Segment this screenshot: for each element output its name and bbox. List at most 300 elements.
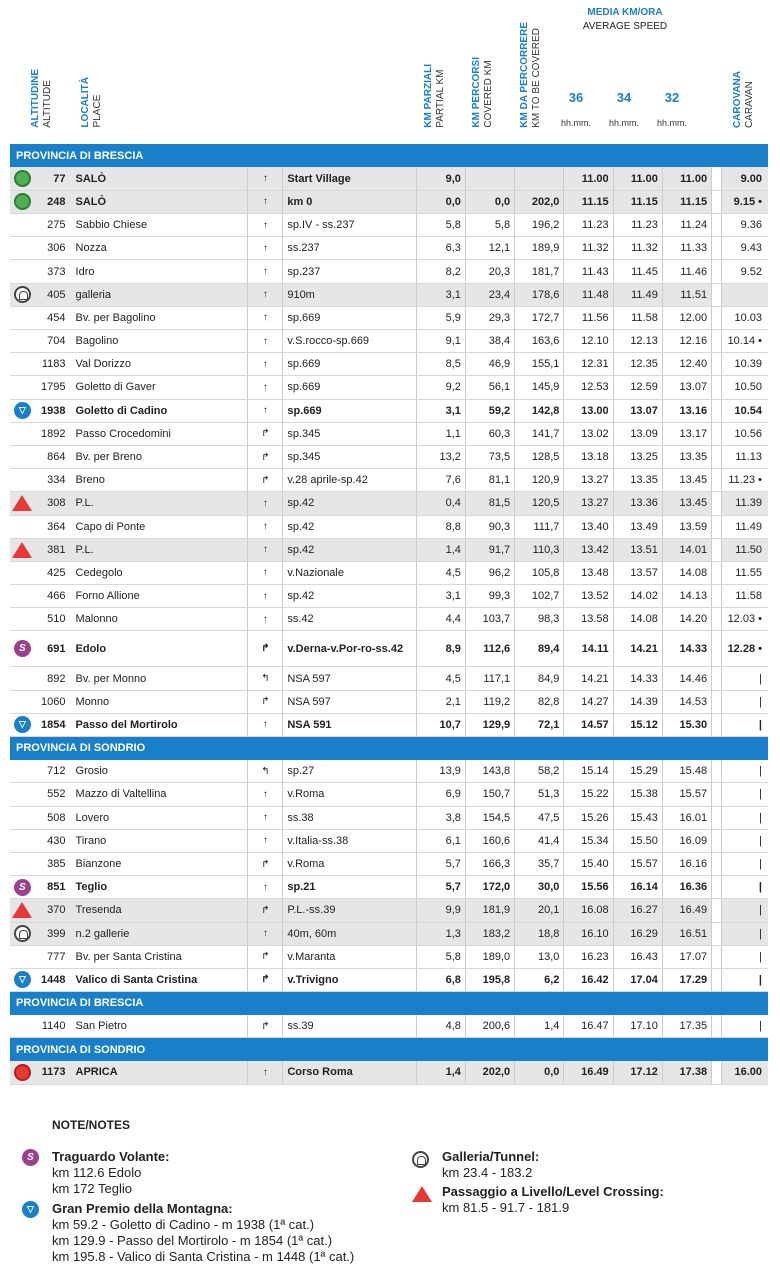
place-cell: Cedegolo bbox=[72, 561, 248, 584]
table-row bbox=[10, 260, 768, 283]
caravan-cell: | bbox=[722, 1015, 768, 1038]
place-cell: San Pietro bbox=[72, 1015, 248, 1038]
direction-cell: ↑ bbox=[248, 561, 283, 584]
direction-cell: ↑ bbox=[248, 353, 283, 376]
partial-km-cell: 4,5 bbox=[416, 667, 465, 690]
partial-km-cell: 1,4 bbox=[416, 1061, 465, 1084]
km-to-cover-cell: 110,3 bbox=[515, 538, 564, 561]
partial-km-cell: 6,3 bbox=[416, 237, 465, 260]
caravan-cell: 9.15 • bbox=[722, 190, 768, 213]
level-crossing-icon bbox=[12, 495, 32, 511]
place-cell: Lovero bbox=[72, 806, 248, 829]
road-cell: ss.237 bbox=[283, 237, 416, 260]
table-row bbox=[10, 1061, 768, 1084]
partial-km-cell: 8,2 bbox=[416, 260, 465, 283]
time-34-cell: 14.02 bbox=[613, 585, 662, 608]
place-cell: Malonno bbox=[72, 608, 248, 631]
spacer bbox=[712, 631, 722, 667]
table-row bbox=[10, 806, 768, 829]
spacer bbox=[712, 608, 722, 631]
direction-cell: ↑ bbox=[248, 783, 283, 806]
altitude-cell: 370 bbox=[35, 899, 72, 922]
partial-km-cell: 2,1 bbox=[416, 690, 465, 713]
covered-km-cell: 38,4 bbox=[465, 330, 514, 353]
covered-km-cell: 119,2 bbox=[465, 690, 514, 713]
place-cell: Mazzo di Valtellina bbox=[72, 783, 248, 806]
traguardo-volante-icon: S bbox=[22, 1149, 39, 1166]
altitude-cell: 851 bbox=[35, 876, 72, 899]
time-32-cell: 11.33 bbox=[662, 237, 711, 260]
road-cell: v.Nazionale bbox=[283, 561, 416, 584]
covered-km-cell: 112,6 bbox=[465, 631, 514, 667]
road-cell: sp.669 bbox=[283, 306, 416, 329]
caravan-cell: | bbox=[722, 945, 768, 968]
spacer bbox=[712, 1061, 722, 1084]
table-row bbox=[10, 713, 768, 736]
time-34-cell: 15.29 bbox=[613, 760, 662, 783]
partial-km-cell: 3,1 bbox=[416, 585, 465, 608]
icon-cell bbox=[10, 167, 35, 190]
place-cell: Grosio bbox=[72, 760, 248, 783]
time-32-cell: 17.38 bbox=[662, 1061, 711, 1084]
place-cell: Edolo bbox=[72, 631, 248, 667]
caravan-cell: 11.13 bbox=[722, 445, 768, 468]
road-cell: ss.38 bbox=[283, 806, 416, 829]
direction-cell: ↱ bbox=[248, 445, 283, 468]
km-to-cover-cell: 111,7 bbox=[515, 515, 564, 538]
altitude-cell: 1795 bbox=[35, 376, 72, 399]
partial-km-cell: 5,7 bbox=[416, 876, 465, 899]
covered-km-cell: 117,1 bbox=[465, 667, 514, 690]
place-cell: Bv. per Santa Cristina bbox=[72, 945, 248, 968]
icon-cell bbox=[10, 1015, 35, 1038]
partial-km-cell: 7,6 bbox=[416, 469, 465, 492]
hhmm-label: hh.mm. bbox=[608, 118, 639, 128]
icon-cell bbox=[10, 876, 35, 899]
time-36-cell: 13.42 bbox=[564, 538, 613, 561]
province-header bbox=[10, 144, 768, 167]
icon-cell bbox=[10, 631, 35, 667]
time-36-cell: 13.27 bbox=[564, 469, 613, 492]
direction-cell: ↑ bbox=[248, 922, 283, 945]
time-32-cell: 13.45 bbox=[662, 492, 711, 515]
time-36-cell: 11.48 bbox=[564, 283, 613, 306]
time-36-cell: 11.00 bbox=[564, 167, 613, 190]
spacer bbox=[712, 968, 722, 991]
km-to-cover-cell: 51,3 bbox=[515, 783, 564, 806]
caravan-cell: | bbox=[722, 690, 768, 713]
time-36-cell: 13.18 bbox=[564, 445, 613, 468]
start-icon bbox=[14, 170, 31, 187]
time-36-cell: 13.00 bbox=[564, 399, 613, 422]
km-to-cover-cell: 72,1 bbox=[515, 713, 564, 736]
direction-cell: ↱ bbox=[248, 968, 283, 991]
table-row bbox=[10, 667, 768, 690]
altitude-cell: 1854 bbox=[35, 713, 72, 736]
time-32-cell: 14.20 bbox=[662, 608, 711, 631]
time-32-cell: 15.48 bbox=[662, 760, 711, 783]
altitude-cell: 892 bbox=[35, 667, 72, 690]
road-cell: Corso Roma bbox=[283, 1061, 416, 1084]
table-row bbox=[10, 876, 768, 899]
km-to-cover-cell: 0,0 bbox=[515, 1061, 564, 1084]
direction-cell: ↑ bbox=[248, 306, 283, 329]
time-32-cell: 15.30 bbox=[662, 713, 711, 736]
partial-km-cell: 0,4 bbox=[416, 492, 465, 515]
partial-km-cell: 1,4 bbox=[416, 538, 465, 561]
covered-km-cell: 12,1 bbox=[465, 237, 514, 260]
direction-cell: ↑ bbox=[248, 399, 283, 422]
speed-32: 32 bbox=[664, 90, 680, 105]
partial-km-cell: 8,5 bbox=[416, 353, 465, 376]
road-cell: sp.345 bbox=[283, 445, 416, 468]
partial-km-cell: 13,2 bbox=[416, 445, 465, 468]
spacer bbox=[712, 492, 722, 515]
place-cell: APRICA bbox=[72, 1061, 248, 1084]
km-to-cover-cell: 189,9 bbox=[515, 237, 564, 260]
caravan-cell: | bbox=[722, 876, 768, 899]
partial-km-cell: 5,9 bbox=[416, 306, 465, 329]
time-36-cell: 16.42 bbox=[564, 968, 613, 991]
partial-km-cell: 5,7 bbox=[416, 852, 465, 875]
direction-cell: ↑ bbox=[248, 538, 283, 561]
partial-km-cell: 9,1 bbox=[416, 330, 465, 353]
spacer bbox=[712, 515, 722, 538]
table-row bbox=[10, 376, 768, 399]
time-32-cell: 17.29 bbox=[662, 968, 711, 991]
road-cell: Start Village bbox=[283, 167, 416, 190]
time-34-cell: 11.23 bbox=[613, 214, 662, 237]
spacer bbox=[712, 445, 722, 468]
direction-cell: ↑ bbox=[248, 608, 283, 631]
partial-km-cell: 13,9 bbox=[416, 760, 465, 783]
road-cell: km 0 bbox=[283, 190, 416, 213]
km-to-cover-cell: 163,6 bbox=[515, 330, 564, 353]
covered-km-cell bbox=[465, 167, 514, 190]
time-36-cell: 15.56 bbox=[564, 876, 613, 899]
time-32-cell: 11.00 bbox=[662, 167, 711, 190]
traguardo-volante-icon: S bbox=[14, 879, 31, 896]
caravan-cell: | bbox=[722, 899, 768, 922]
time-34-cell: 13.35 bbox=[613, 469, 662, 492]
hhmm-label: hh.mm. bbox=[656, 118, 687, 128]
table-row bbox=[10, 561, 768, 584]
altitude-cell: 1448 bbox=[35, 968, 72, 991]
spacer bbox=[712, 190, 722, 213]
time-36-cell: 15.14 bbox=[564, 760, 613, 783]
table-row bbox=[10, 538, 768, 561]
icon-cell bbox=[10, 469, 35, 492]
time-34-cell: 11.32 bbox=[613, 237, 662, 260]
time-36-cell: 15.34 bbox=[564, 829, 613, 852]
table-row bbox=[10, 492, 768, 515]
icon-cell bbox=[10, 690, 35, 713]
spacer bbox=[712, 783, 722, 806]
covered-km-cell: 91,7 bbox=[465, 538, 514, 561]
spacer bbox=[712, 260, 722, 283]
spacer bbox=[712, 283, 722, 306]
direction-cell: ↑ bbox=[248, 515, 283, 538]
caravan-cell: 9.52 bbox=[722, 260, 768, 283]
covered-km-cell: 73,5 bbox=[465, 445, 514, 468]
covered-km-cell: 99,3 bbox=[465, 585, 514, 608]
km-to-cover-cell: 84,9 bbox=[515, 667, 564, 690]
altitude-cell: 777 bbox=[35, 945, 72, 968]
direction-cell: ↱ bbox=[248, 899, 283, 922]
time-34-cell: 13.09 bbox=[613, 422, 662, 445]
place-cell: Bianzone bbox=[72, 852, 248, 875]
km-to-cover-cell: 41,4 bbox=[515, 829, 564, 852]
spacer bbox=[712, 690, 722, 713]
partial-km-cell: 5,8 bbox=[416, 214, 465, 237]
table-row bbox=[10, 353, 768, 376]
km-to-cover-cell: 98,3 bbox=[515, 608, 564, 631]
covered-km-cell: 5,8 bbox=[465, 214, 514, 237]
km-to-cover-cell: 142,8 bbox=[515, 399, 564, 422]
icon-cell bbox=[10, 492, 35, 515]
covered-km-cell: 46,9 bbox=[465, 353, 514, 376]
province-label: PROVINCIA DI BRESCIA bbox=[10, 992, 768, 1015]
covered-km-cell: 81,1 bbox=[465, 469, 514, 492]
caravan-cell: | bbox=[722, 760, 768, 783]
time-32-cell: 14.46 bbox=[662, 667, 711, 690]
road-cell: sp.345 bbox=[283, 422, 416, 445]
caravan-cell: 10.39 bbox=[722, 353, 768, 376]
partial-km-cell: 6,9 bbox=[416, 783, 465, 806]
road-cell: 40m, 60m bbox=[283, 922, 416, 945]
time-34-cell: 12.35 bbox=[613, 353, 662, 376]
place-cell: Capo di Ponte bbox=[72, 515, 248, 538]
altitude-cell: 1892 bbox=[35, 422, 72, 445]
direction-cell: ↱ bbox=[248, 1015, 283, 1038]
road-cell: sp.42 bbox=[283, 515, 416, 538]
gpm-icon: ▽ bbox=[14, 971, 31, 988]
road-cell: v.28 aprile-sp.42 bbox=[283, 469, 416, 492]
province-label: PROVINCIA DI SONDRIO bbox=[10, 737, 768, 760]
partial-km-cell: 1,3 bbox=[416, 922, 465, 945]
time-34-cell: 17.04 bbox=[613, 968, 662, 991]
icon-cell bbox=[10, 829, 35, 852]
covered-km-cell: 200,6 bbox=[465, 1015, 514, 1038]
note-tunnel: Galleria/Tunnel: km 23.4 - 183.2 bbox=[442, 1149, 540, 1180]
place-cell: Bv. per Breno bbox=[72, 445, 248, 468]
altitude-cell: 306 bbox=[35, 237, 72, 260]
direction-cell: ↑ bbox=[248, 713, 283, 736]
spacer bbox=[712, 469, 722, 492]
km-to-cover-cell: 105,8 bbox=[515, 561, 564, 584]
icon-cell bbox=[10, 608, 35, 631]
spacer bbox=[712, 538, 722, 561]
time-32-cell: 15.57 bbox=[662, 783, 711, 806]
km-to-cover-cell: 82,8 bbox=[515, 690, 564, 713]
direction-cell: ↑ bbox=[248, 376, 283, 399]
direction-cell: ↑ bbox=[248, 190, 283, 213]
time-32-cell: 16.49 bbox=[662, 899, 711, 922]
time-32-cell: 11.46 bbox=[662, 260, 711, 283]
time-32-cell: 11.24 bbox=[662, 214, 711, 237]
time-36-cell: 13.02 bbox=[564, 422, 613, 445]
partial-km-cell: 6,8 bbox=[416, 968, 465, 991]
table-row bbox=[10, 283, 768, 306]
time-34-cell: 16.43 bbox=[613, 945, 662, 968]
caravan-cell: 10.56 bbox=[722, 422, 768, 445]
partial-km-cell: 6,1 bbox=[416, 829, 465, 852]
province-label: PROVINCIA DI BRESCIA bbox=[10, 144, 768, 167]
covered-km-cell: 189,0 bbox=[465, 945, 514, 968]
place-cell: Tresenda bbox=[72, 899, 248, 922]
time-36-cell: 14.57 bbox=[564, 713, 613, 736]
timetable bbox=[10, 144, 768, 1085]
icon-cell bbox=[10, 783, 35, 806]
partial-km-cell: 4,5 bbox=[416, 561, 465, 584]
altitude-cell: 691 bbox=[35, 631, 72, 667]
direction-cell: ↑ bbox=[248, 330, 283, 353]
table-row bbox=[10, 852, 768, 875]
altitude-cell: 704 bbox=[35, 330, 72, 353]
km-to-cover-cell: 35,7 bbox=[515, 852, 564, 875]
time-36-cell: 14.27 bbox=[564, 690, 613, 713]
altitude-cell: 385 bbox=[35, 852, 72, 875]
time-34-cell: 13.57 bbox=[613, 561, 662, 584]
time-34-cell: 13.49 bbox=[613, 515, 662, 538]
caravan-cell: 9.36 bbox=[722, 214, 768, 237]
icon-cell bbox=[10, 306, 35, 329]
altitude-cell: 430 bbox=[35, 829, 72, 852]
time-34-cell: 17.12 bbox=[613, 1061, 662, 1084]
spacer bbox=[712, 306, 722, 329]
altitude-cell: 77 bbox=[35, 167, 72, 190]
tunnel-icon bbox=[14, 286, 31, 303]
level-crossing-icon bbox=[12, 902, 32, 918]
altitude-cell: 1140 bbox=[35, 1015, 72, 1038]
altitude-cell: 1183 bbox=[35, 353, 72, 376]
province-header bbox=[10, 1038, 768, 1061]
spacer bbox=[712, 376, 722, 399]
caravan-cell: 11.39 bbox=[722, 492, 768, 515]
caravan-cell: 10.54 bbox=[722, 399, 768, 422]
direction-cell: ↑ bbox=[248, 214, 283, 237]
place-cell: Passo del Mortirolo bbox=[72, 713, 248, 736]
table-row bbox=[10, 214, 768, 237]
average-speed-header: MEDIA KM/ORA AVERAGE SPEED bbox=[582, 7, 668, 32]
place-cell: Goletto di Cadino bbox=[72, 399, 248, 422]
time-34-cell: 16.29 bbox=[613, 922, 662, 945]
covered-km-cell: 23,4 bbox=[465, 283, 514, 306]
direction-cell: ↱ bbox=[248, 945, 283, 968]
place-header: LOCALITÀ PLACE bbox=[80, 77, 103, 128]
table-row bbox=[10, 1015, 768, 1038]
table-row bbox=[10, 945, 768, 968]
partial-km-cell: 8,8 bbox=[416, 515, 465, 538]
icon-cell bbox=[10, 852, 35, 875]
place-cell: Breno bbox=[72, 469, 248, 492]
place-cell: Idro bbox=[72, 260, 248, 283]
direction-cell: ↑ bbox=[248, 492, 283, 515]
time-36-cell: 15.26 bbox=[564, 806, 613, 829]
caravan-cell: 11.50 bbox=[722, 538, 768, 561]
partial-km-cell: 1,1 bbox=[416, 422, 465, 445]
table-row bbox=[10, 422, 768, 445]
time-34-cell: 14.33 bbox=[613, 667, 662, 690]
icon-cell bbox=[10, 760, 35, 783]
spacer bbox=[712, 353, 722, 376]
icon-cell bbox=[10, 260, 35, 283]
spacer bbox=[712, 667, 722, 690]
covered-km-cell: 90,3 bbox=[465, 515, 514, 538]
time-34-cell: 13.36 bbox=[613, 492, 662, 515]
time-36-cell: 14.21 bbox=[564, 667, 613, 690]
direction-cell: ↑ bbox=[248, 876, 283, 899]
place-cell: Sabbio Chiese bbox=[72, 214, 248, 237]
direction-cell: ↱ bbox=[248, 852, 283, 875]
direction-cell: ↑ bbox=[248, 1061, 283, 1084]
covered-km-cell: 20,3 bbox=[465, 260, 514, 283]
place-cell: Nozza bbox=[72, 237, 248, 260]
km-to-cover-cell: 102,7 bbox=[515, 585, 564, 608]
icon-cell bbox=[10, 538, 35, 561]
icon-cell bbox=[10, 922, 35, 945]
time-32-cell: 16.09 bbox=[662, 829, 711, 852]
time-34-cell: 17.10 bbox=[613, 1015, 662, 1038]
km-to-cover-cell: 202,0 bbox=[515, 190, 564, 213]
time-36-cell: 13.40 bbox=[564, 515, 613, 538]
table-row bbox=[10, 167, 768, 190]
time-34-cell: 12.13 bbox=[613, 330, 662, 353]
caravan-header: CAROVANA CARAVAN bbox=[732, 70, 755, 128]
time-34-cell: 12.59 bbox=[613, 376, 662, 399]
time-34-cell: 11.00 bbox=[613, 167, 662, 190]
road-cell: v.Trivigno bbox=[283, 968, 416, 991]
table-row bbox=[10, 760, 768, 783]
caravan-cell: | bbox=[722, 667, 768, 690]
km-to-cover-cell: 47,5 bbox=[515, 806, 564, 829]
altitude-cell: 275 bbox=[35, 214, 72, 237]
road-cell: NSA 591 bbox=[283, 713, 416, 736]
altitude-cell: 466 bbox=[35, 585, 72, 608]
km-to-cover-cell: 172,7 bbox=[515, 306, 564, 329]
time-34-cell: 15.57 bbox=[613, 852, 662, 875]
partial-km-cell: 3,1 bbox=[416, 399, 465, 422]
time-32-cell: 17.07 bbox=[662, 945, 711, 968]
time-32-cell: 13.59 bbox=[662, 515, 711, 538]
caravan-cell: | bbox=[722, 806, 768, 829]
gpm-icon: ▽ bbox=[14, 716, 31, 733]
time-32-cell: 13.17 bbox=[662, 422, 711, 445]
time-32-cell: 14.33 bbox=[662, 631, 711, 667]
place-cell: galleria bbox=[72, 283, 248, 306]
altitude-cell: 1938 bbox=[35, 399, 72, 422]
table-row bbox=[10, 922, 768, 945]
direction-cell: ↱ bbox=[248, 469, 283, 492]
altitude-cell: 399 bbox=[35, 922, 72, 945]
spacer bbox=[712, 214, 722, 237]
altitude-cell: 1173 bbox=[35, 1061, 72, 1084]
altitude-cell: 334 bbox=[35, 469, 72, 492]
table-row bbox=[10, 445, 768, 468]
time-36-cell: 16.10 bbox=[564, 922, 613, 945]
time-36-cell: 16.49 bbox=[564, 1061, 613, 1084]
road-cell: v.S.rocco-sp.669 bbox=[283, 330, 416, 353]
time-34-cell: 14.21 bbox=[613, 631, 662, 667]
covered-km-cell: 181,9 bbox=[465, 899, 514, 922]
partial-km-cell: 8,9 bbox=[416, 631, 465, 667]
caravan-cell: | bbox=[722, 922, 768, 945]
road-cell: sp.42 bbox=[283, 538, 416, 561]
place-cell: Teglio bbox=[72, 876, 248, 899]
partial-km-cell: 9,9 bbox=[416, 899, 465, 922]
caravan-cell: | bbox=[722, 783, 768, 806]
km-to-cover-cell: 120,9 bbox=[515, 469, 564, 492]
